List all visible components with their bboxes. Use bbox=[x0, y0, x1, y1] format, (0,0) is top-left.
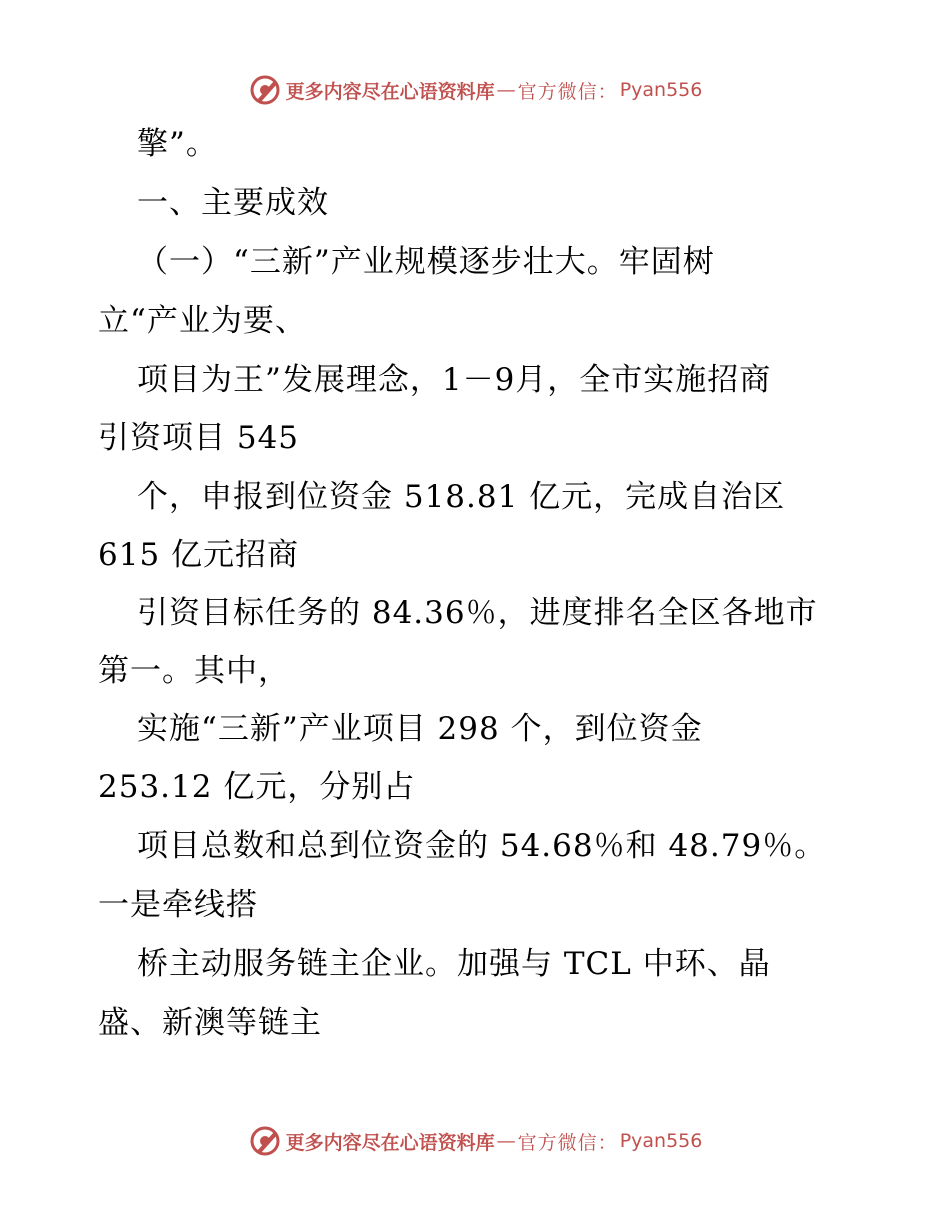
text-line: 项目总数和总到位资金的 54.68％和 48.79％。 bbox=[137, 828, 827, 864]
text-line: 引资目标任务的 84.36％，进度排名全区各地市 bbox=[137, 595, 818, 631]
text-line: 253.12 亿元，分别占 bbox=[98, 769, 416, 805]
text-line: 盛、新澳等链主 bbox=[98, 1005, 322, 1041]
watermark-wechat-id: Pyan556 bbox=[619, 79, 703, 101]
watermark-dash: — bbox=[496, 79, 516, 101]
watermark-brand: 更多内容尽在心语资料库 bbox=[285, 80, 495, 103]
text-line: 第一。其中， bbox=[98, 653, 290, 689]
watermark-brand: 更多内容尽在心语资料库 bbox=[285, 1131, 495, 1154]
text-line: 擎”。 bbox=[137, 126, 218, 162]
watermark-official-label: 官方微信： bbox=[517, 80, 618, 103]
text-line: （一）“三新”产业规模逐步壮大。牢固树 bbox=[137, 244, 715, 280]
section-heading: 一、主要成效 bbox=[137, 185, 329, 221]
text-line: 项目为王”发展理念，1－9月，全市实施招商 bbox=[137, 362, 772, 398]
text-line: 立“产业为要、 bbox=[98, 303, 307, 339]
footer-watermark bbox=[0, 1124, 950, 1158]
watermark-dash: — bbox=[496, 1130, 516, 1152]
watermark-official-label: 官方微信： bbox=[517, 1131, 618, 1154]
text-line: 引资项目 545 bbox=[98, 420, 300, 456]
pen-logo-icon bbox=[248, 1124, 282, 1158]
text-line: 一是牵线搭 bbox=[98, 887, 258, 923]
text-line: 桥主动服务链主企业。加强与 TCL 中环、晶 bbox=[137, 946, 771, 982]
watermark-wechat-id: Pyan556 bbox=[619, 1130, 703, 1152]
text-line: 个，申报到位资金 518.81 亿元，完成自治区 bbox=[137, 479, 786, 515]
text-line: 615 亿元招商 bbox=[98, 537, 300, 573]
text-line: 实施“三新”产业项目 298 个，到位资金 bbox=[137, 711, 703, 747]
